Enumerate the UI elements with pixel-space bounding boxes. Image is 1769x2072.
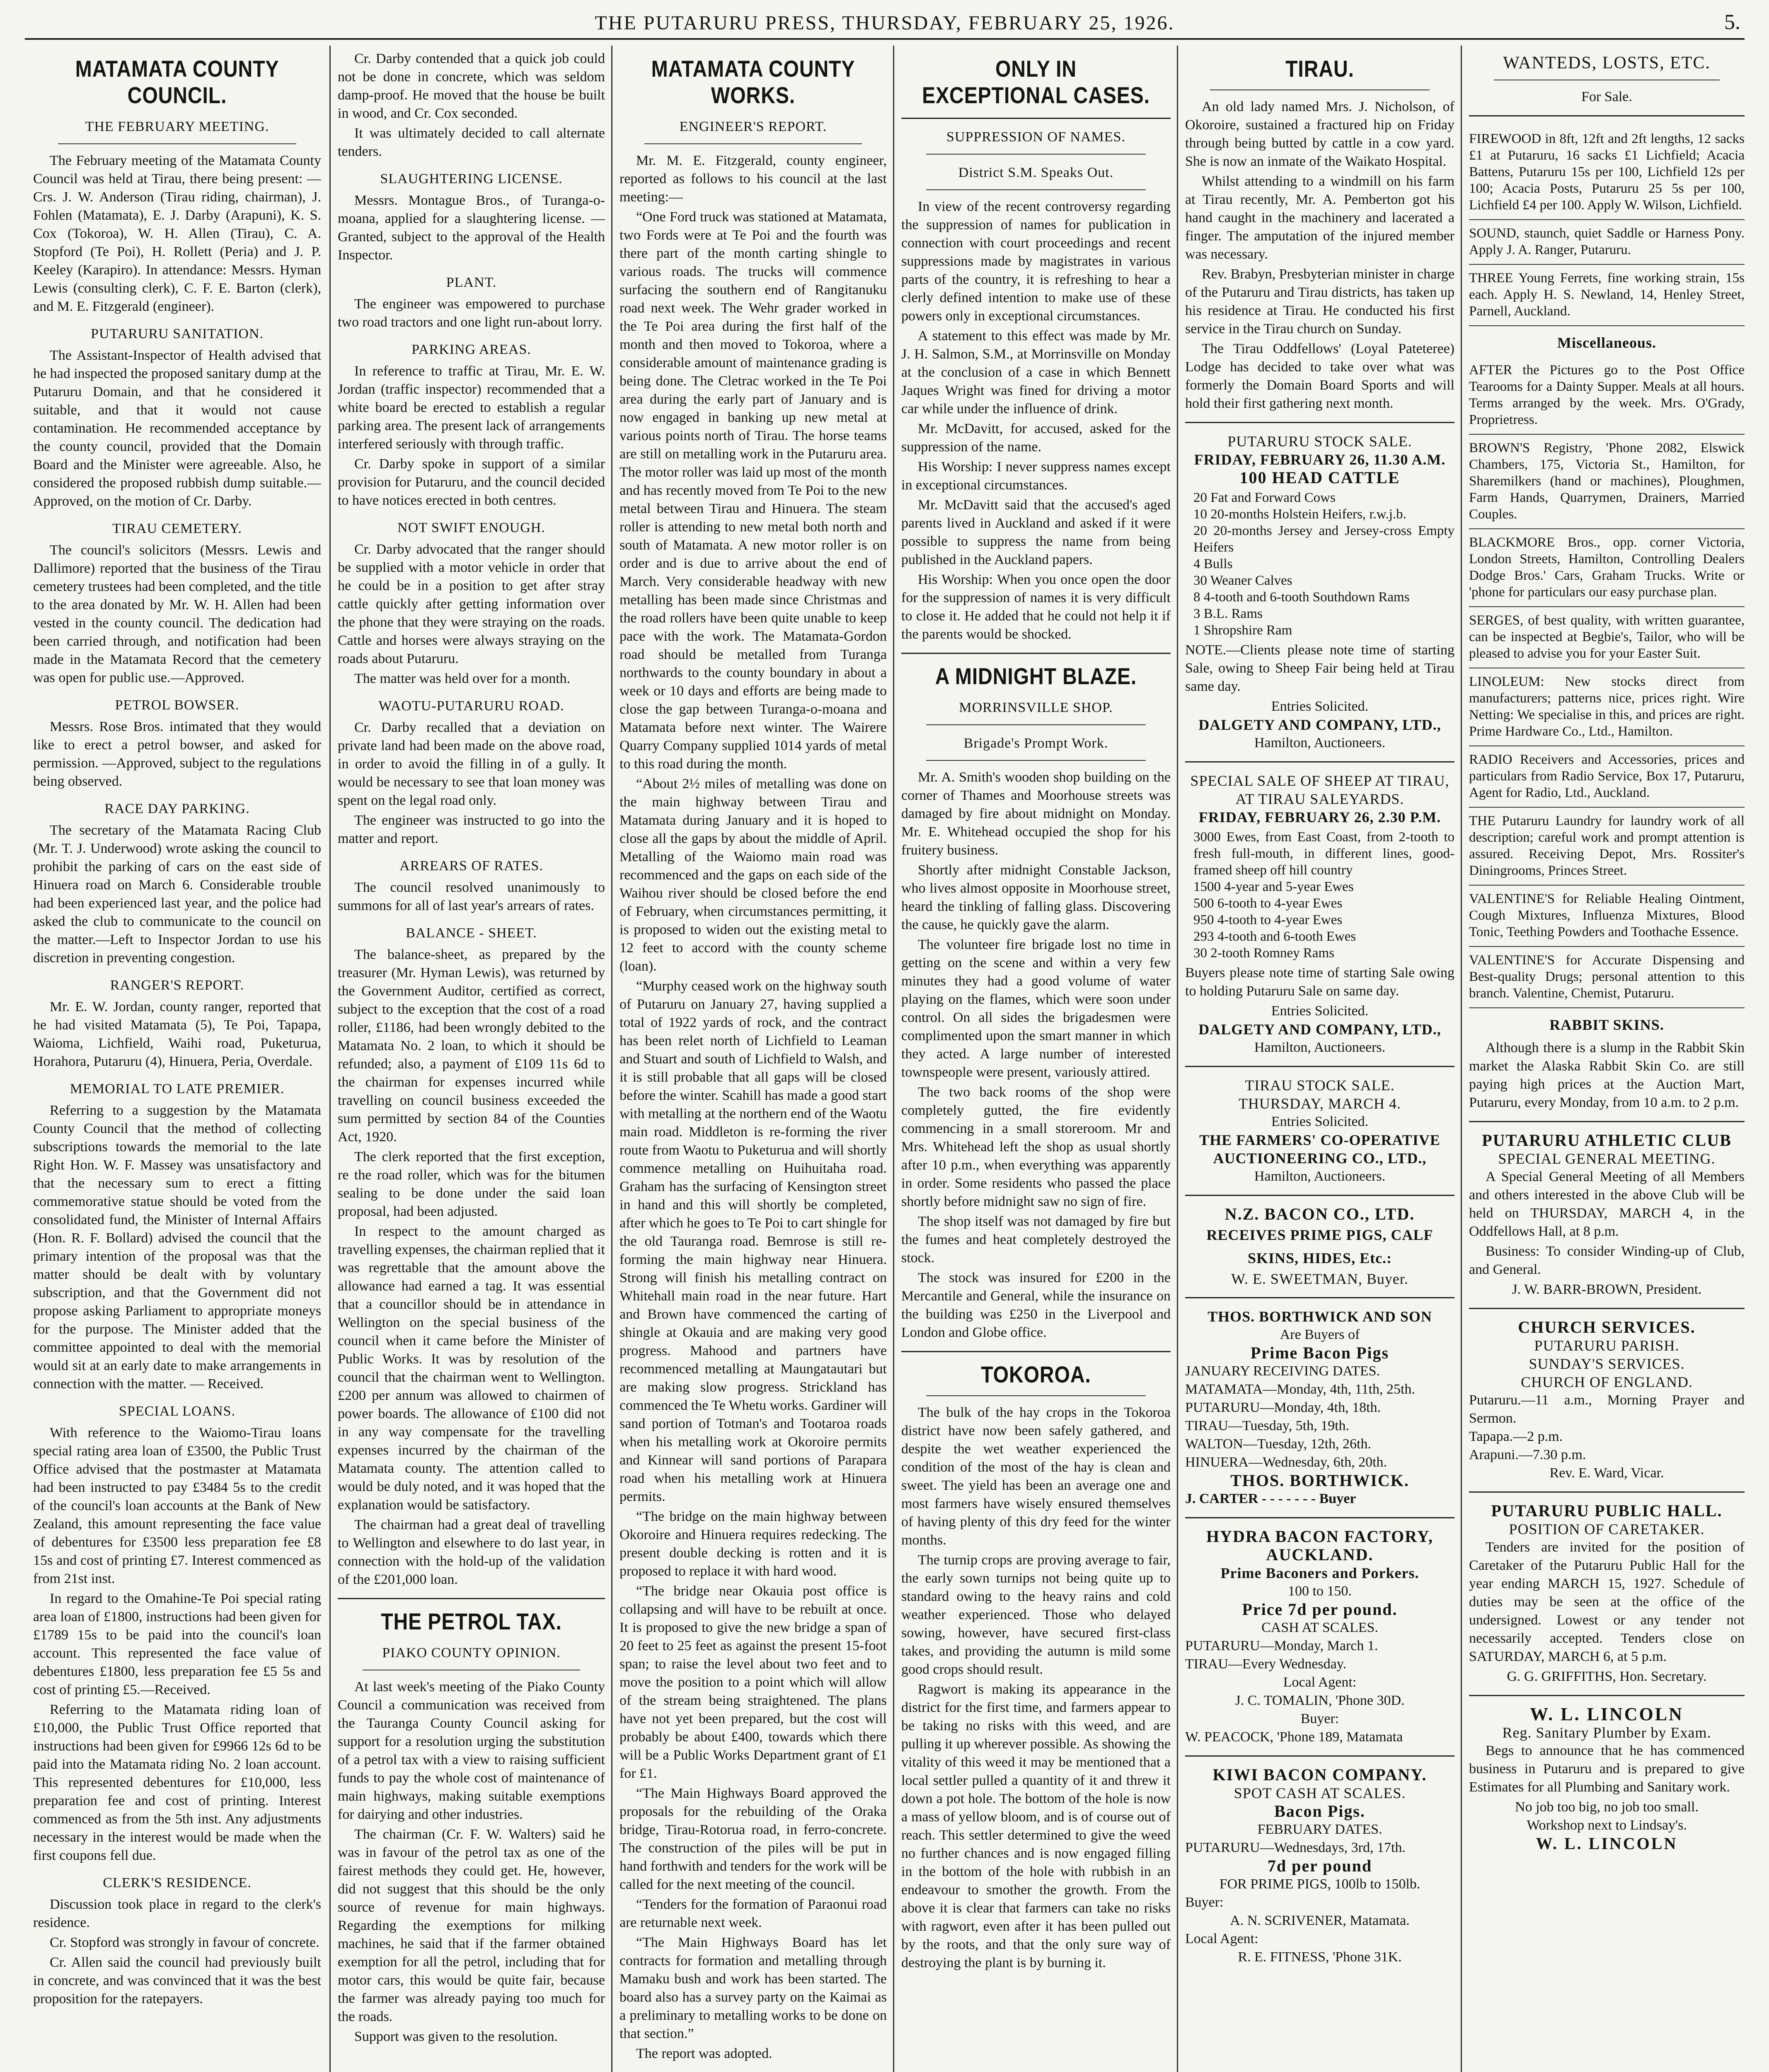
ad-subtitle: POSITION OF CARETAKER.	[1509, 1521, 1705, 1537]
ad-location: Hamilton, Auctioneers.	[1254, 1040, 1386, 1055]
column-rule	[329, 46, 331, 2072]
headline: WANTEDS, LOSTS, ETC.	[1503, 53, 1711, 73]
paragraph: Messrs. Montague Bros., of Turanga-o-moana, applied for a slaughtering license. — Granted, subject to the approval of the Health Inspector.	[338, 193, 605, 263]
divider	[1185, 1066, 1454, 1067]
ad-text: Buyer:	[1300, 1711, 1339, 1726]
paragraph: His Worship: When you once open the door for the suppression of names it is very difficult to close it. He added that he could not help it if the parents would be shocked.	[901, 572, 1171, 642]
ad-buyer: W. E. SWEETMAN, Buyer.	[1231, 1271, 1408, 1287]
paragraph: Tenders are invited for the position of Caretaker of the Putaruru Public Hall for the year ending MARCH 15, 1927. Schedule of duties may be seen at the office of the undersigned. Lowest or any tender not necessarily accepted. Tenders close on SATURDAY, MARCH 6, at 5 p.m.	[1469, 1539, 1745, 1664]
paragraph: The stock was insured for £200 in the Mercantile and General, while the insurance on the building was £250 in the Liverpool and London and Globe office.	[901, 1270, 1171, 1340]
section-heading: RACE DAY PARKING.	[104, 801, 250, 816]
subhead: MORRINSVILLE SHOP.	[959, 700, 1113, 715]
ad-signature: THOS. BORTHWICK.	[1230, 1471, 1409, 1490]
divider	[1185, 1195, 1454, 1196]
divider	[1469, 1491, 1745, 1493]
paragraph: The chairman (Cr. F. W. Walters) said he was in favour of the petrol tax as one of the fairest methods they could get. He, however, did not suggest that this should be the only source of revenue for main highways. Regarding the exemptions for milking machines, he said that if the farmer obtained exemption for all the petrol, including that for motor cars, this would be quite fair, because the farmer was already paying too much for the roads.	[338, 1827, 605, 2024]
ad-heading: Prime Bacon Pigs	[1250, 1343, 1389, 1362]
paragraph: Although there is a slump in the Rabbit Skin market the Alaska Rabbit Skin Co. are still paying high prices at the Auction Mart, Putaruru, every Monday, from 10 a.m. to 2 p.m.	[1469, 1040, 1745, 1110]
ad-subtitle: SPECIAL GENERAL MEETING.	[1498, 1150, 1716, 1167]
paragraph: The clerk reported that the first exception, re the road roller, which was for the bitumen sealing to be done under the said loan proposal, had been adjusted.	[338, 1149, 605, 1219]
section-heading: SPECIAL LOANS.	[119, 1404, 235, 1419]
ad-title: SPECIAL SALE OF SHEEP AT TIRAU, AT TIRAU SALEYARDS.	[1190, 772, 1450, 807]
paragraph: “The Main Highways Board approved the proposals for the rebuilding of the Oraka bridge, Tirau-Rotorua road, in ferro-concrete. The construction of the piles will be put in hand forthwith and tenders for the work will be called for the next meeting of the council.	[620, 1786, 887, 1892]
list-item: 1500 4-year and 5-year Ewes	[1193, 879, 1354, 894]
paragraph: The two back rooms of the shop were completely gutted, the fire evidently commencing in a small storeroom. Mr and Mrs. Whitehead left the shop as usual shortly after 10 p.m., when everything was apparently in order. Some residents who passed the place shortly before midnight saw no sign of fire.	[901, 1084, 1171, 1209]
list-item: HINUERA—Wednesday, 6th, 20th.	[1185, 1455, 1387, 1470]
paragraph: Mr. McDavitt said that the accused's aged parents lived in Auckland and asked if it were possible to suppress the name from being published in the Auckland papers.	[901, 497, 1171, 567]
ad-title: TIRAU STOCK SALE.	[1245, 1077, 1395, 1094]
ad-signature: Rev. E. Ward, Vicar.	[1549, 1465, 1664, 1481]
paragraph: Cr. Darby advocated that the ranger should be supplied with a motor vehicle in order that he could be in a position to get after stray cattle quickly after getting information over the phone that they were straying on the roads. Cattle and horses were always straying on the roads about Putaruru.	[338, 542, 605, 666]
paragraph: “The bridge on the main highway between Okoroire and Hinuera requires redecking. The present double decking is rotten and it is proposed to replace it with hard wood.	[620, 1509, 887, 1579]
paragraph: With reference to the Waiomo-Tirau loans special rating area loan of £3500, the Public Trust Office advised that the postmaster at Matamata had been instructed to pay £3484 5s to the credit of the council's loan accounts at the Bank of New Zealand, this amount representing the face value of debentures for £3500 less preparation fee £8 15s and cost of printing £7. Interest commenced as from 21st inst.	[33, 1425, 321, 1586]
section-heading: TIRAU CEMETERY.	[112, 521, 242, 536]
ad-note: NOTE.—Clients please note time of starting Sale, owing to Sheep Fair being held at Tirau same day.	[1185, 642, 1454, 694]
list-item: 4 Bulls	[1193, 557, 1233, 571]
ad-text: Tapapa.—2 p.m.	[1469, 1429, 1563, 1444]
ad-heading: 100 HEAD CATTLE	[1239, 468, 1400, 487]
paragraph: “The bridge near Okauia post office is collapsing and will have to be rebuilt at once. It is proposed to give the new bridge a span of 20 feet to 25 feet as against the present 15-foot span; to raise the level about two feet and to move the position to a point which will allow of the stream being straightened. The plans have not yet been prepared, but the cost will probably be about £400, towards which there will be a Public Works Department grant of £1 for £1.	[620, 1583, 887, 1781]
divider	[926, 1395, 1146, 1396]
list-item: JANUARY RECEIVING DATES.	[1185, 1363, 1380, 1379]
headline: THE PETROL TAX.	[381, 1608, 562, 1634]
ad-text: W. PEACOCK, 'Phone 189, Matamata	[1185, 1729, 1403, 1745]
ad-text: RECEIVES PRIME PIGS, CALF SKINS, HIDES, Etc.:	[1206, 1227, 1433, 1266]
paragraph: A Special General Meeting of all Members and others interested in the above Club will be held on THURSDAY, MARCH 4, in the Oddfellows Hall, at 8 p.m.	[1469, 1169, 1745, 1239]
paragraph: Mr. M. E. Fitzgerald, county engineer, reported as follows to his council at the last meeting:—	[620, 153, 887, 205]
paragraph: His Worship: I never suppress names except in exceptional circumstances.	[901, 459, 1171, 493]
paragraph: The February meeting of the Matamata County Council was held at Tirau, there being present: —Crs. J. W. Anderson (Tirau riding, chairman), J. Fohlen (Matamata), E. J. Darby (Arapuni), K. S. Cox (Tokoroa), W. H. Allen (Tirau), C. A. Stopford (Te Poi), H. Rollett (Peria) and J. P. Keeley (Karapiro). In attendance: Messrs. Hyman Lewis (consulting clerk), C. F. E. Barton (clerk), and M. E. Fitzgerald (engineer).	[33, 153, 321, 314]
section-heading: NOT SWIFT ENOUGH.	[397, 520, 545, 535]
section-heading: PUTARURU SANITATION.	[91, 326, 264, 341]
divider	[926, 724, 1146, 725]
section-heading: RANGER'S REPORT.	[110, 978, 244, 993]
paragraph: Messrs. Rose Bros. intimated that they would like to erect a petrol bowser, and asked for permission. —Approved, subject to the regulations being observed.	[33, 719, 321, 789]
subhead: ENGINEER'S REPORT.	[679, 119, 827, 134]
list-item: WALTON—Tuesday, 12th, 26th.	[1185, 1436, 1371, 1452]
paragraph: Rev. Brabyn, Presbyterian minister in charge of the Putaruru and Tirau districts, has taken up his residence at Tirau. He conducted his first service in the Tirau church on Sunday.	[1185, 266, 1454, 336]
classified-ad: BLACKMORE Bros., opp. corner Victoria, London Streets, Hamilton, Controlling Dealers Dodge Bros.' Cars, Graham Trucks. Write or 'phone for particulars our easy purchase plan.	[1469, 529, 1745, 607]
column-4	[901, 50, 1171, 2072]
list-item: 3 B.L. Rams	[1193, 606, 1263, 621]
ad-text: Putaruru.—11 a.m., Morning Prayer and Sermon.	[1469, 1392, 1745, 1426]
column-rule	[1177, 46, 1178, 2072]
section-heading: MEMORIAL TO LATE PREMIER.	[70, 1081, 285, 1097]
ad-text: No job too big, no job too small.	[1515, 1799, 1699, 1815]
paragraph: Cr. Stopford was strongly in favour of concrete.	[50, 1935, 319, 1950]
ad-subtitle: Reg. Sanitary Plumber by Exam.	[1502, 1724, 1711, 1741]
paragraph: The secretary of the Matamata Racing Club (Mr. T. J. Underwood) wrote asking the council to prohibit the parking of cars on the east side of Hinuera road on March 6. Considerable trouble had been experienced last year, and the police had asked the club to communicate to the council on the matter.—Left to Inspector Jordan to use his discretion in preventing congestion.	[33, 823, 321, 966]
headline: TOKOROA.	[981, 1361, 1091, 1387]
ad-signature: G. G. GRIFFITHS, Hon. Secretary.	[1507, 1669, 1707, 1684]
paragraph: In reference to traffic at Tirau, Mr. E. W. Jordan (traffic inspector) recommended that a white board be erected to establish a regular parking area. The present lack of arrangements interfered seriously with through traffic.	[338, 363, 605, 452]
divider	[1469, 1308, 1745, 1309]
classified-ad: VALENTINE'S for Reliable Healing Ointment, Cough Mixtures, Influenza Mixtures, Blood Tonic, Teething Powders and Toothache Essence.	[1469, 886, 1745, 947]
stock-sale-ad	[1185, 432, 1454, 752]
column-rule	[1461, 46, 1462, 2072]
classified-ad: LINOLEUM: New stocks direct from manufacturers; patterns nice, prices right. Wire Netting: We specialise in this, and prices are right. Prime Hardware Co., Ltd., Hamilton.	[1469, 668, 1745, 746]
section-heading: PETROL BOWSER.	[115, 697, 240, 713]
list-item: MATAMATA—Monday, 4th, 11th, 25th.	[1185, 1382, 1415, 1397]
ad-text: Are Buyers of	[1280, 1327, 1360, 1342]
divider	[338, 1598, 605, 1599]
list-item: 30 2-tooth Romney Rams	[1193, 946, 1335, 961]
ad-price: Price 7d per pound.	[1242, 1600, 1398, 1619]
paragraph: Business: To consider Winding-up of Club, and General.	[1469, 1244, 1745, 1277]
paragraph: Support was given to the resolution.	[354, 2029, 558, 2044]
headline: ONLY IN EXCEPTIONAL CASES.	[922, 56, 1150, 108]
hydra-ad	[1185, 1527, 1454, 1746]
ad-text: A. N. SCRIVENER, Matamata.	[1230, 1913, 1410, 1928]
ad-title: HYDRA BACON FACTORY, AUCKLAND.	[1206, 1527, 1433, 1564]
headline: A MIDNIGHT BLAZE.	[935, 663, 1137, 689]
divider	[901, 653, 1171, 654]
headline: TIRAU.	[1285, 56, 1354, 82]
subhead: SUPPRESSION OF NAMES.	[946, 129, 1125, 145]
subhead: PIAKO COUNTY OPINION.	[382, 1645, 561, 1661]
paragraph: “One Ford truck was stationed at Matamata, two Fords were at Te Poi and the fourth was there part of the month carting shingle to various roads. The trucks will commence surfacing the southern end of Rangitanuku road next week. The Wehr grader worked in the Te Poi area during the first half of the month and then moved to Tokoroa, where a considerable amount of maintenance grading is being done. The Cletrac worked in the Te Poi area during the early part of January and is now engaged in banking up new metal at various points north of Tirau. The horse teams are still on metalling work in the Putaruru area. The motor roller was laid up most of the month and has recently moved from Te Poi to the new metal between Tirau and Hinuera. The steam roller is attending to new metal both north and south of Matamata. A new motor roller is on order and is due to arrive about the end of March. Very considerable headway with new metalling has been made since Christmas and the road rollers have been quite unable to keep pace with the work. The Matamata-Gordon road should be metalled from Turanga northwards to the county boundary in about a week or 10 days and efforts are being made to close the gap between Turanga-o-moana and Matamata before next winter. The Wairere Quarry Company supplied 1014 yards of metal to this road during the month.	[620, 209, 887, 772]
page-number: 5.	[1724, 10, 1740, 34]
subhead: THE FEBRUARY MEETING.	[85, 119, 269, 134]
paragraph: Cr. Darby recalled that a deviation on private land had been made on the above road, in order to avoid the filling in of a gully. It would be necessary to see that loan money was spent on the legal road only.	[338, 720, 605, 808]
ad-title: PUTARURU STOCK SALE.	[1227, 433, 1412, 450]
ad-text: Arapuni.—7.30 p.m.	[1469, 1447, 1586, 1462]
divider	[1185, 1517, 1454, 1518]
list-item: 500 6-tooth to 4-year Ewes	[1193, 896, 1343, 911]
divider	[1185, 422, 1454, 423]
list-item: 3000 Ewes, from East Coast, from 2-tooth to fresh full-mouth, in different lines, good-framed sheep off hill country	[1193, 830, 1454, 878]
ad-auctioneer: DALGETY AND COMPANY, LTD.,	[1198, 1021, 1441, 1038]
nz-bacon-ad	[1185, 1205, 1454, 1288]
section-heading: PLANT.	[446, 275, 497, 290]
divider	[926, 154, 1146, 155]
divider	[644, 143, 862, 144]
ad-text: SPOT CASH AT SCALES.	[1234, 1785, 1406, 1801]
list-item: 20 Fat and Forward Cows	[1193, 490, 1336, 505]
paragraph: In view of the recent controversy regarding the suppression of names for publication in connection with court proceedings and recent suppressions made by magistrates in various parts of the country, it is refreshing to hear a clerly defined intention to make use of these powers only in exceptional circumstances.	[901, 199, 1171, 324]
paragraph: In regard to the Omahine-Te Poi special rating area loan of £1800, instructions had been given for £1789 15s to be paid into the council's loan account. This represented the face value of debentures £1800, less preparation fee £5 5s and cost of printing £5.—Received.	[33, 1591, 321, 1697]
divider	[58, 143, 296, 144]
paragraph: Referring to a suggestion by the Matamata County Council that the method of collecting subscriptions towards the memorial to the late Right Hon. W. F. Massey was unsatisfactory and that the necessary sum to erect a fitting commemorative statue should be voted from the consolidated fund, the Minister of Internal Affairs (Hon. R. F. Bollard) advised the council that the primary intention of the proposal was that the matter should be dealt with by voluntary subscription, and that the Government did not propose asking Parliament to appropriate moneys for the purpose. The Minister added that the committee appointed to deal with the memorial would sit at an early date to make arrangements in connection with the matter. — Received.	[33, 1103, 321, 1392]
section-heading: CLERK'S RESIDENCE.	[103, 1875, 252, 1890]
classified-ad: AFTER the Pictures go to the Post Office Tearooms for a Dainty Supper. Meals at all hours. Terms arranged by the week. Mrs. O'Grady, Proprietress.	[1469, 357, 1745, 435]
column-rule	[611, 46, 612, 2072]
ad-entries: Entries Solicited.	[1271, 1114, 1369, 1129]
ad-title: W. L. LINCOLN	[1530, 1704, 1684, 1724]
tirau-sale-ad	[1185, 1076, 1454, 1186]
paragraph: Discussion took place in regard to the clerk's residence.	[33, 1897, 321, 1930]
classified-ad: SERGES, of best quality, with written guarantee, can be inspected at Begbie's, Tailor, who will be pleased to advise you for your Easter Suit.	[1469, 607, 1745, 668]
paragraph: Cr. Darby contended that a quick job could not be done in concrete, which was seldom damp-proof. He moved that the house be built in wood, and Cr. Cox seconded.	[338, 51, 605, 121]
headline: MATAMATA COUNTY COUNCIL.	[75, 56, 279, 108]
list-item: 8 4-tooth and 6-tooth Southdown Rams	[1193, 590, 1410, 605]
paragraph: The chairman had a great deal of travelling to Wellington and elsewhere to do last year, in connection with the hold-up of the validation of the £201,000 loan.	[338, 1517, 605, 1587]
section-heading: SLAUGHTERING LICENSE.	[380, 171, 563, 186]
divider	[1469, 1121, 1745, 1122]
paragraph: Whilst attending to a windmill on his farm at Tirau recently, Mr. A. Pemberton got his hand caught in the machinery and lacerated a finger. The amputation of the injured member was necessary.	[1185, 174, 1454, 262]
list-item: 293 4-tooth and 6-tooth Ewes	[1193, 929, 1356, 944]
ad-title: KIWI BACON COMPANY.	[1212, 1765, 1427, 1784]
top-rule	[25, 38, 1745, 40]
ad-heading: Prime Baconers and Porkers.	[1220, 1565, 1419, 1581]
section-heading: PARKING AREAS.	[411, 342, 531, 357]
paragraph: The report was adopted.	[636, 2046, 772, 2061]
paragraph: “Murphy ceased work on the highway south of Putaruru on January 27, having supplied a total of 1922 yards of rock, and the contract has been relet north of Lichfield to Leaman and Stuart and south of Lichfield to Walsh, and it is still probable that all gaps will be closed before the winter. Scahill has made a good start with metalling at the northern end of the Waotu main road. Middleton is re-forming the river route from Waotu to Puketurua and will shortly commence metalling on Huihuitaha road. Graham has the surfacing of Kensington street in hand and this will shortly be completed, after which he goes to Te Poi to cart shingle for the old Tauranga road. Bemrose is still re-forming the main highway near Hinuera. Strong will finish his metalling contract on Whitehall main road in the near future. Hart and Brown have commenced the carting of shingle at Okauia and are making very good progress. Mahood and partners have recommenced metalling at Maungatautari but are making slow progress. Strickland has commenced the Te Whetu works. Gardiner will sand portion of Totman's and Tootaroa roads when his metalling work at Okoroire permits and Kinnear will sand portions of Parapara road when his metalling work at Hinuera permits.	[620, 978, 887, 1504]
classified-ad: FIREWOOD in 8ft, 12ft and 2ft lengths, 12 sacks £1 at Putaruru, 16 sacks £1 Lichfield; Acacia Battens, Putaruru 15s per 100, Lichfield 12s per 100; Acacia Posts, Putaruru 25 5s per 100, Lichfield £4 per 100. Apply W. Wilson, Lichfield.	[1469, 126, 1745, 220]
section-heading: BALANCE - SHEET.	[406, 925, 537, 941]
paragraph: The balance-sheet, as prepared by the treasurer (Mr. Hyman Lewis), was returned by the Government Auditor, certified as correct, subject to the exception that the cost of a road roller, £1186, had been wrongly debited to the Matamata No. 2 loan, to which it should be refunded; also, a payment of £109 11s 6d to the chairman for expenses incurred while travelling on council business exceeded the sum permitted by section 84 of the Counties Act, 1920.	[338, 947, 605, 1145]
ad-signature: J. W. BARR-BROWN, President.	[1512, 1282, 1702, 1297]
paragraph: The Tirau Oddfellows' (Loyal Pateteree) Lodge has decided to take over what was formerly the Domain Board Sports and will hold their first gathering next month.	[1185, 341, 1454, 411]
paragraph: It was ultimately decided to call alternate tenders.	[338, 126, 605, 159]
classified-ad: RADIO Receivers and Accessories, prices and particulars from Radio Service, Box 17, Putaruru, Agent for Radio, Ltd., Auckland.	[1469, 746, 1745, 808]
paragraph: The engineer was empowered to purchase two road tractors and one light run-about lorry.	[338, 296, 605, 330]
column-6	[1469, 50, 1745, 2072]
list-item: 950 4-tooth to 4-year Ewes	[1193, 913, 1343, 927]
ad-location: Hamilton, Auctioneers.	[1254, 1169, 1386, 1184]
list-item: 20 20-months Jersey and Jersey-cross Empty Heifers	[1193, 523, 1454, 555]
column-5	[1185, 50, 1454, 2072]
divider	[1185, 1297, 1454, 1298]
ad-text: FOR PRIME PIGS, 100lb to 150lb.	[1219, 1876, 1421, 1892]
paragraph: Mr. McDavitt, for accused, asked for the suppression of the name.	[901, 421, 1171, 455]
paragraph: The matter was held over for a month.	[354, 671, 571, 686]
subhead: Brigade's Prompt Work.	[963, 736, 1108, 751]
section-heading: RABBIT SKINS.	[1549, 1017, 1664, 1033]
divider	[926, 189, 1146, 190]
ad-signature: W. L. LINCOLN	[1536, 1834, 1678, 1853]
column-2	[338, 50, 605, 2072]
ad-text: PUTARURU—Monday, March 1.	[1185, 1638, 1378, 1653]
ad-entries: Entries Solicited.	[1271, 699, 1369, 714]
ad-text: Local Agent:	[1185, 1931, 1258, 1946]
classified-ad: BROWN'S Registry, 'Phone 2082, Elswick Chambers, 175, Victoria St., Hamilton, for Sharemilkers (hand or machines), Ploughmen, Farm Hands, Quarrymen, Drainers, Married Couples.	[1469, 435, 1745, 529]
ad-note: Buyers please note time of starting Sale owing to holding Putaruru Sale on same day.	[1185, 965, 1454, 999]
masthead	[25, 7, 1745, 36]
sheep-sale-ad	[1185, 772, 1454, 1057]
paragraph: The bulk of the hay crops in the Tokoroa district have now been safely gathered, and despite the wet weather experienced the condition of the most of the hay is clean and sweet. The yield has been an average one and most farmers have wisely ensured themselves of having plenty of this dry feed for the winter months.	[901, 1405, 1171, 1548]
headline: MATAMATA COUNTY WORKS.	[651, 56, 855, 108]
ad-date: THURSDAY, MARCH 4.	[1238, 1095, 1401, 1112]
ad-text: Local Agent:	[1283, 1675, 1357, 1690]
ad-date: FRIDAY, FEBRUARY 26, 11.30 A.M.	[1194, 451, 1446, 468]
divider	[901, 1351, 1171, 1352]
ad-title: N.Z. BACON CO., LTD.	[1225, 1205, 1415, 1223]
list-item: TIRAU—Tuesday, 5th, 19th.	[1185, 1418, 1350, 1433]
ad-title: PUTARURU PUBLIC HALL.	[1491, 1501, 1723, 1520]
list-item: 30 Weaner Calves	[1193, 573, 1292, 588]
divider	[1469, 115, 1745, 116]
ad-text: CASH AT SCALES.	[1261, 1620, 1378, 1635]
paragraph: “The Main Highways Board has let contracts for formation and metalling through Mamaku bush and work has been started. The board also has a survey party on the Kaimai as a preliminary to metalling works to be done on that section.”	[620, 1935, 887, 2041]
paragraph: Referring to the Matamata riding loan of £10,000, the Public Trust Office reported that instructions had been given for £9966 12s 6d to be paid into the Matamata riding No. 2 loan account. This represented debentures for £10,000, less preparation fee and cost of printing. Interest commenced as from the 5th inst. Any adjustments necessary in the interest would be made when the first coupons fell due.	[33, 1702, 321, 1863]
classified-ad: SOUND, staunch, quiet Saddle or Harness Pony. Apply J. A. Ranger, Putaruru.	[1469, 220, 1745, 265]
column-rule	[893, 46, 894, 2072]
ad-price: 7d per pound	[1267, 1857, 1372, 1875]
ad-location: Hamilton, Auctioneers.	[1254, 735, 1386, 750]
column-3	[620, 50, 887, 2072]
paragraph: The volunteer fire brigade lost no time in getting on the scene and within a very few minutes they had a good volume of water playing on the flames, which were soon under control. On all sides the brigadesmen were complimented upon the smart manner in which they acted. A large number of interested townspeople were present, variously attired.	[901, 937, 1171, 1080]
paragraph: Shortly after midnight Constable Jackson, who lives almost opposite in Moorhouse street, heard the tinkling of falling glass. Discovering the cause, he quickly gave the alarm.	[901, 862, 1171, 932]
paragraph: Cr. Allen said the council had previously built in concrete, and was convinced that it was the best proposition for the ratepayers.	[33, 1955, 321, 2007]
paragraph: The shop itself was not damaged by fire but the fumes and heat completely destroyed the stock.	[901, 1214, 1171, 1266]
ad-heading: Bacon Pigs.	[1274, 1802, 1365, 1820]
paragraph: At last week's meeting of the Piako County Council a communication was received from the Tauranga County Council asking for support for a resolution urging the substitution of a petrol tax with a view to raising sufficient funds to pay the whole cost of maintenance of main highways, making suitable exemptions for dairying and other industries.	[338, 1679, 605, 1822]
paragraph: “About 2½ miles of metalling was done on the main highway between Tirau and Matamata during January and it is hoped to close all the gaps by about the middle of April. Metalling of the Waiomo main road was recommenced and the gaps on each side of the Waihou river should be closed before the end of February, when circumstances permitting, it is proposed to widen out the existing metal to 12 feet to accord with the county scheme (loan).	[620, 776, 887, 974]
paragraph: Begs to announce that he has commenced business in Putaruru and is prepared to give Estimates for all Plumbing and Sanitary work.	[1469, 1743, 1745, 1795]
column-1	[33, 50, 321, 2072]
ad-entries: Entries Solicited.	[1271, 1003, 1369, 1019]
divider	[926, 760, 1146, 761]
borthwick-ad	[1185, 1307, 1454, 1508]
list-item: 1 Shropshire Ram	[1193, 623, 1292, 638]
paragraph: Mr. E. W. Jordan, county ranger, reported that he had visited Matamata (5), Te Poi, Tapapa, Waioma, Lichfield, Waihi road, Puketurua, Horahora, Putaruru (4), Hinuera, Peria, Overdale.	[33, 999, 321, 1069]
paragraph: Mr. A. Smith's wooden shop building on the corner of Thames and Moorhouse streets was damaged by fire about midnight on Monday. Mr. E. Whitehead occupied the shop for his fruitery business.	[901, 770, 1171, 858]
paragraph: “Tenders for the formation of Paraonui road are returnable next week.	[620, 1897, 887, 1930]
section-heading: WAOTU-PUTARURU ROAD.	[378, 698, 564, 714]
ad-subtitle: SUNDAY'S SERVICES.	[1529, 1356, 1685, 1372]
list-item: PUTARURU—Monday, 4th, 18th.	[1185, 1400, 1381, 1415]
ad-text: Workshop next to Lindsay's.	[1527, 1818, 1687, 1833]
ad-text: TIRAU—Every Wednesday.	[1185, 1656, 1347, 1672]
paragraph: The turnip crops are proving average to fair, the early sown turnips not being quite up to standard owing to the heavy rains and cold weather experienced. Those who delayed sowing, however, have secured first-class takes, and providing the autumn is mild some good crops should result.	[901, 1552, 1171, 1677]
paragraph: A statement to this effect was made by Mr. J. H. Salmon, S.M., at Morrinsville on Monday at the conclusion of a case in which Bennett Jaques Wright was fined for driving a motor car while under the influence of drink.	[901, 328, 1171, 416]
ad-subtitle: CHURCH OF ENGLAND.	[1520, 1374, 1693, 1390]
ad-subtitle: PUTARURU PARISH.	[1534, 1337, 1679, 1354]
paragraph: The engineer was instructed to go into the matter and report.	[338, 813, 605, 846]
section-heading: For Sale.	[1581, 89, 1632, 104]
ad-date: FRIDAY, FEBRUARY 26, 2.30 P.M.	[1198, 809, 1441, 825]
section-heading: Miscellaneous.	[1557, 334, 1656, 351]
divider	[1185, 761, 1454, 762]
paragraph: An old lady named Mrs. J. Nicholson, of Okoroire, sustained a fractured hip on Friday through being butted by cattle in a cow yard. She is now an inmate of the Waikato Hospital.	[1185, 99, 1454, 169]
ad-title: THOS. BORTHWICK AND SON	[1208, 1308, 1432, 1325]
paragraph: In respect to the amount charged as travelling expenses, the chairman replied that it was regrettable that the amount above the allowance had earned a tag. It was essential that a councillor should be in attendance in Wellington on the special business of the council when it came before the Minister of Public Works. It was by resolution of the council that the chairman went to Wellington. £200 per annum was allowed to chairmen of power boards. The allowance of £100 did not in any way compensate for the travelling expenses incurred by the chairman of the Matamata county. The attention called to would be duly noted, and it was hoped that the explanation would be satisfactory.	[338, 1224, 605, 1513]
section-heading: ARREARS OF RATES.	[399, 858, 543, 874]
divider	[901, 118, 1171, 119]
classified-ad: THREE Young Ferrets, fine working strain, 15s each. Apply H. S. Newland, 14, Henley Street, Parnell, Auckland.	[1469, 265, 1745, 326]
masthead-title: THE PUTARURU PRESS, THURSDAY, FEBRUARY 25, 1926.	[595, 12, 1175, 34]
ad-text: Buyer:	[1185, 1895, 1224, 1910]
classified-ad: THE Putaruru Laundry for laundry work of all description; careful work and prompt attention is assured. Receiving Depot, Mrs. Rossiter's Diningrooms, Princes Street.	[1469, 808, 1745, 886]
paragraph: The council's solicitors (Messrs. Lewis and Dallimore) reported that the business of the Tirau cemetery trustees had been completed, and the title to the area donated by Mr. W. H. Allen had been vested in the county council. The dedication had been carried through, and notification had been made in the Matamata Record that the cemetery was open for public use.—Approved.	[33, 542, 321, 685]
paragraph: Cr. Darby spoke in support of a similar provision for Putaruru, and the council decided to have notices erected in both centres.	[338, 456, 605, 508]
classified-ad: VALENTINE'S for Accurate Dispensing and Best-quality Drugs; personal attention to this branch. Valentine, Chemist, Putaruru.	[1469, 947, 1745, 1008]
ad-text: 100 to 150.	[1288, 1583, 1352, 1599]
ad-text: J. C. TOMALIN, 'Phone 30D.	[1235, 1693, 1405, 1708]
ad-title: CHURCH SERVICES.	[1518, 1318, 1696, 1336]
subhead: District S.M. Speaks Out.	[958, 165, 1114, 180]
ad-auctioneer: THE FARMERS' CO-OPERATIVE AUCTIONEERING CO., LTD.,	[1199, 1132, 1440, 1167]
kiwi-ad	[1185, 1766, 1454, 1966]
ad-buyer: J. CARTER - - - - - - - Buyer	[1185, 1491, 1356, 1506]
ad-title: PUTARURU ATHLETIC CLUB	[1482, 1131, 1732, 1150]
divider	[1469, 1695, 1745, 1696]
ad-text: PUTARURU—Wednesdays, 3rd, 17th.	[1185, 1840, 1406, 1855]
paragraph: The council resolved unanimously to summons for all of last year's arrears of rates.	[338, 880, 605, 913]
ad-text: FEBRUARY DATES.	[1257, 1822, 1382, 1837]
ad-auctioneer: DALGETY AND COMPANY, LTD.,	[1198, 716, 1441, 733]
paragraph: The Assistant-Inspector of Health advised that he had inspected the proposed sanitary dump at the Putaruru Domain, and that he considered it suitable, and that it would not cause contamination. He recommended acceptance by the county council, provided that the Domain Board and the Minister were agreeable. Also, he considered the proposed rubbish dump suitable.—Approved, on the motion of Cr. Darby.	[33, 348, 321, 509]
list-item: 10 20-months Holstein Heifers, r.w.j.b.	[1193, 507, 1406, 522]
ad-text: R. E. FITNESS, 'Phone 31K.	[1238, 1949, 1402, 1965]
paragraph: Ragwort is making its appearance in the district for the first time, and farmers appear to be taking no risks with this weed, and are pulling it up wherever possible. As showing the vitality of this weed it may be mentioned that a local settler pulled a quantity of it and threw it down a pot hole. The bottom of the hole is now a mass of yellow bloom, and is of course out of reach. This settler determined to give the weed no further chances and is now engaged filling in the bottom of the hole with rubbish in an endeavour to smother the growth. From the above it is clear that farmers can take no risks with ragwort, even after it has been pulled out by the roots, and that the only sure way of destroying the plant is by burning it.	[901, 1682, 1171, 1970]
divider	[1185, 1755, 1454, 1757]
